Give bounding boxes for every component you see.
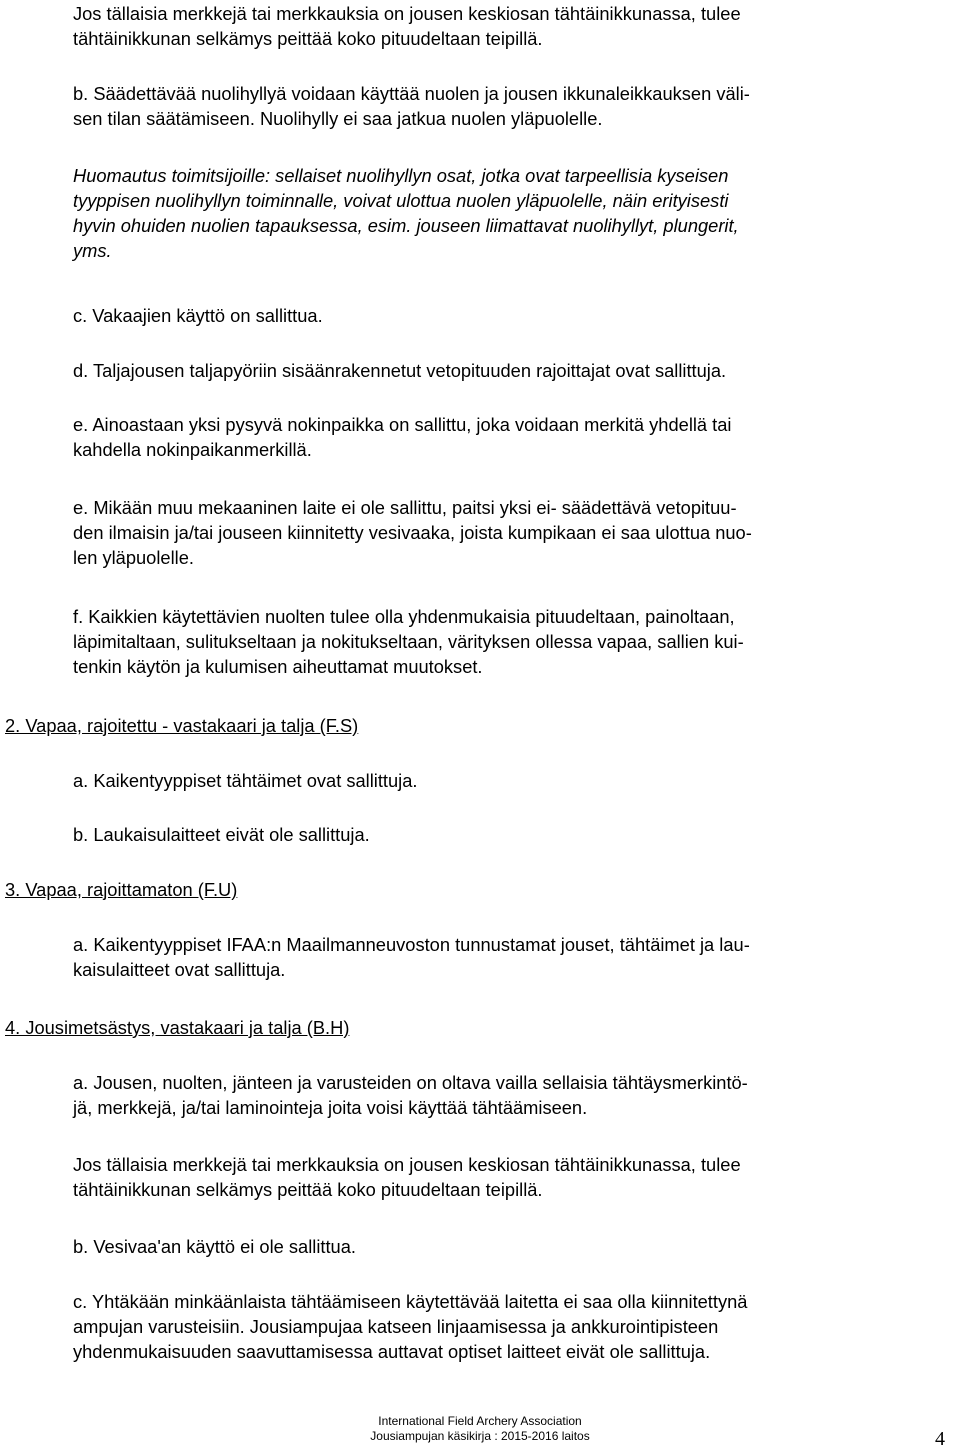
paragraph-bh-no-marks: a. Jousen, nuolten, jänteen ja varusteiden on oltava vailla sellaisia tähtäysmerkintö- jä, merkkejä, ja/tai laminointeja joita voisi käyttää tähtäämiseen.	[73, 1072, 748, 1118]
paragraph-bh-level: b. Vesivaa'an käyttö ei ole sallittua.	[73, 1236, 356, 1257]
paragraph-fs-releases: b. Laukaisulaitteet eivät ole sallittuja.	[73, 824, 370, 845]
footer-handbook: Jousiampujan käsikirja : 2015-2016 laitos	[370, 1429, 590, 1443]
footer-organization: International Field Archery Association	[378, 1414, 582, 1428]
paragraph-mechanical-devices: e. Mikään muu mekaaninen laite ei ole sallittu, paitsi yksi ei- säädettävä vetopituu- den ilmaisin ja/tai jouseen kiinnitetty vesivaaka, joista kumpikaan ei saa ulottua nuo- len yläpuolelle.	[73, 497, 752, 568]
paragraph-fs-sights: a. Kaikentyyppiset tähtäimet ovat sallittuja.	[73, 770, 418, 791]
page-number: 4	[935, 1428, 945, 1450]
heading-freestyle-limited: 2. Vapaa, rajoitettu - vastakaari ja talja (F.S)	[5, 715, 359, 736]
paragraph-sight-window-tape: Jos tällaisia merkkejä tai merkkauksia on jousen keskiosan tähtäinikkunassa, tulee tähtäinikkunan selkämys peittää koko pituudeltaan teipillä.	[73, 3, 741, 49]
paragraph-draw-stops: d. Taljajousen taljapyöriin sisäänrakennetut vetopituuden rajoittajat ovat sallittuja.	[73, 360, 727, 381]
note-to-officials: Huomautus toimitsijoille: sellaiset nuolihyllyn osat, jotka ovat tarpeellisia kyseisen tyyppisen nuolihyllyn toiminnalle, voivat ulottua nuolen yläpuolelle, näin erityisesti hyvin ohuiden nuolien tapauksessa, esim. jouseen liimattavat nuolihyllyt, plungerit, yms.	[73, 165, 739, 261]
paragraph-nocking-point: e. Ainoastaan yksi pysyvä nokinpaikka on sallittu, joka voidaan merkitä yhdellä tai kahdella nokinpaikanmerkillä.	[73, 414, 732, 460]
heading-freestyle-unlimited: 3. Vapaa, rajoittamaton (F.U)	[5, 879, 238, 900]
paragraph-bh-aiming-devices: c. Yhtäkään minkäänlaista tähtäämiseen käytettävää laitetta ei saa olla kiinnitettynä ampujan varusteisiin. Jousiampujaa katseen linjaamisessa ja ankkurointipisteen yhdenmukaisuuden saavuttamisessa auttavat optiset laitteet eivät ole sallittuja.	[73, 1291, 748, 1362]
paragraph-fu-equipment: a. Kaikentyyppiset IFAA:n Maailmanneuvoston tunnustamat jouset, tähtäimet ja lau- kaisulaitteet ovat sallittuja.	[73, 934, 750, 980]
paragraph-arrow-uniformity: f. Kaikkien käytettävien nuolten tulee olla yhdenmukaisia pituudeltaan, painoltaan, läpimitaltaan, sulitukseltaan ja nokitukseltaan, värityksen ollessa vapaa, sallien kui- tenkin käytön ja kulumisen aiheuttamat muutokset.	[73, 606, 744, 677]
paragraph-stabilizers: c. Vakaajien käyttö on sallittua.	[73, 305, 323, 326]
paragraph-arrow-rest: b. Säädettävää nuolihyllyä voidaan käyttää nuolen ja jousen ikkunaleikkauksen väli- sen tilan säätämiseen. Nuolihylly ei saa jatkua nuolen yläpuolelle.	[73, 83, 750, 129]
heading-bowhunter: 4. Jousimetsästys, vastakaari ja talja (B.H)	[5, 1017, 350, 1038]
paragraph-bh-sight-window-tape: Jos tällaisia merkkejä tai merkkauksia on jousen keskiosan tähtäinikkunassa, tulee tähtäinikkunan selkämys peittää koko pituudeltaan teipillä.	[73, 1154, 741, 1200]
